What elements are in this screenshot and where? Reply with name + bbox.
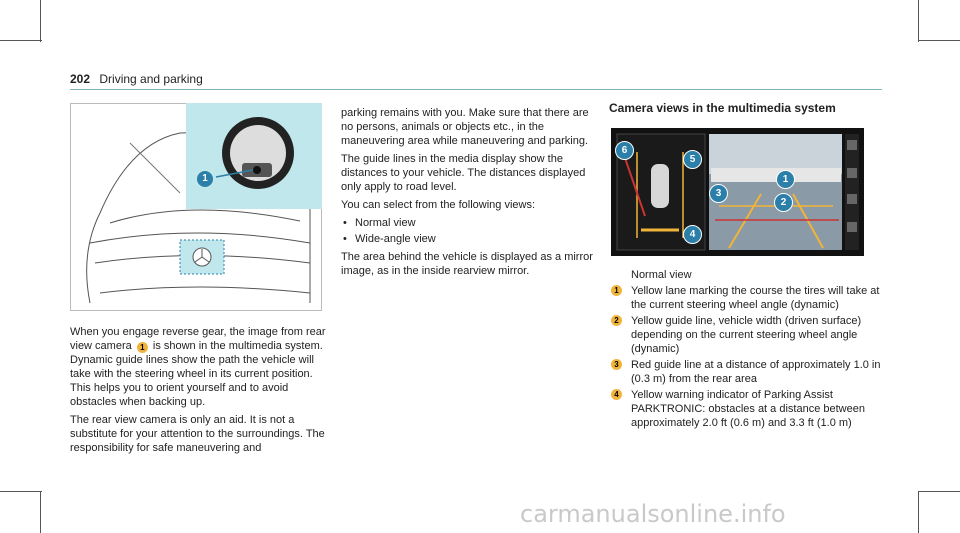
middle-column <box>341 106 599 282</box>
callout-1: 1 <box>197 171 213 187</box>
text: is shown in the multimedia system. Dynamic guide lines show the path the vehicle will take with the steering wheel in its current position. This helps you to orient yourself and to avoid obstacles when backing up. <box>70 340 323 408</box>
paragraph: The area behind the vehicle is displayed as a mirror image, as in the inside rearview mirror. <box>341 251 593 277</box>
legend-badge: 2 <box>611 315 622 326</box>
crop-mark <box>40 491 41 533</box>
crop-mark <box>918 491 960 492</box>
legend-badge: 4 <box>611 389 622 400</box>
legend-text: Yellow warning indicator of Parking Assist PARKTRONIC: obstacles at a distance between approximately 2.0 ft (0.6 m) and 3.3 ft (1.0 m) <box>631 389 865 429</box>
callout-4: 4 <box>683 225 702 244</box>
left-column <box>70 325 332 459</box>
paragraph: You can select from the following views: <box>341 199 536 211</box>
page-number: 202 <box>70 72 91 86</box>
legend-badge: 3 <box>611 359 622 370</box>
legend-row <box>611 388 881 430</box>
crop-mark <box>0 491 42 492</box>
paragraph: The guide lines in the media display show the distances to your vehicle. The distances displayed only apply to road level. <box>341 153 586 193</box>
crop-mark <box>918 491 919 533</box>
legend-text: Yellow lane marking the course the tires will take at the current steering wheel angle (dynamic) <box>631 285 880 311</box>
image-label: Normal view <box>631 269 692 281</box>
callout-1b: 1 <box>776 170 795 189</box>
rear-camera-figure <box>70 103 322 311</box>
callout-badge: 1 <box>137 342 148 353</box>
paragraph <box>70 325 332 409</box>
legend-text: Red guide line at a distance of approximately 1.0 in (0.3 m) from the rear area <box>631 359 881 385</box>
callout-6: 6 <box>615 141 634 160</box>
watermark: carmanualsonline.info <box>520 500 786 528</box>
callout-5: 5 <box>683 150 702 169</box>
crop-mark <box>918 0 919 42</box>
camera-view-figure <box>611 128 864 256</box>
legend-row <box>611 284 881 312</box>
crop-mark <box>918 40 960 41</box>
page-header <box>70 72 203 86</box>
crop-mark <box>40 0 41 42</box>
text: When you engage reverse gear, the image from rear view camera <box>70 326 326 352</box>
list-item: • Normal view <box>341 216 599 230</box>
legend-badge: 1 <box>611 285 622 296</box>
section-title: Driving and parking <box>99 72 203 86</box>
crop-mark <box>0 40 42 41</box>
views-list <box>341 216 599 246</box>
callout-3: 3 <box>709 184 728 203</box>
paragraph: The rear view camera is only an aid. It is not a substitute for your attention to the surroundings. The responsibility for safe maneuvering and <box>70 414 325 454</box>
camera-views-title: Camera views in the multimedia system <box>609 101 836 115</box>
camera-legend <box>611 268 881 432</box>
callout-2: 2 <box>774 193 793 212</box>
legend-row <box>611 358 881 386</box>
legend-row <box>611 314 881 356</box>
header-rule <box>70 89 882 90</box>
legend-text: Yellow guide line, vehicle width (driven surface) depending on the current steering wheel angle (dynamic) <box>631 315 862 355</box>
list-item: • Wide-angle view <box>341 232 599 246</box>
paragraph: parking remains with you. Make sure that there are no persons, animals or objects etc., in the maneuvering area while maneuvering and parking. <box>341 107 589 147</box>
